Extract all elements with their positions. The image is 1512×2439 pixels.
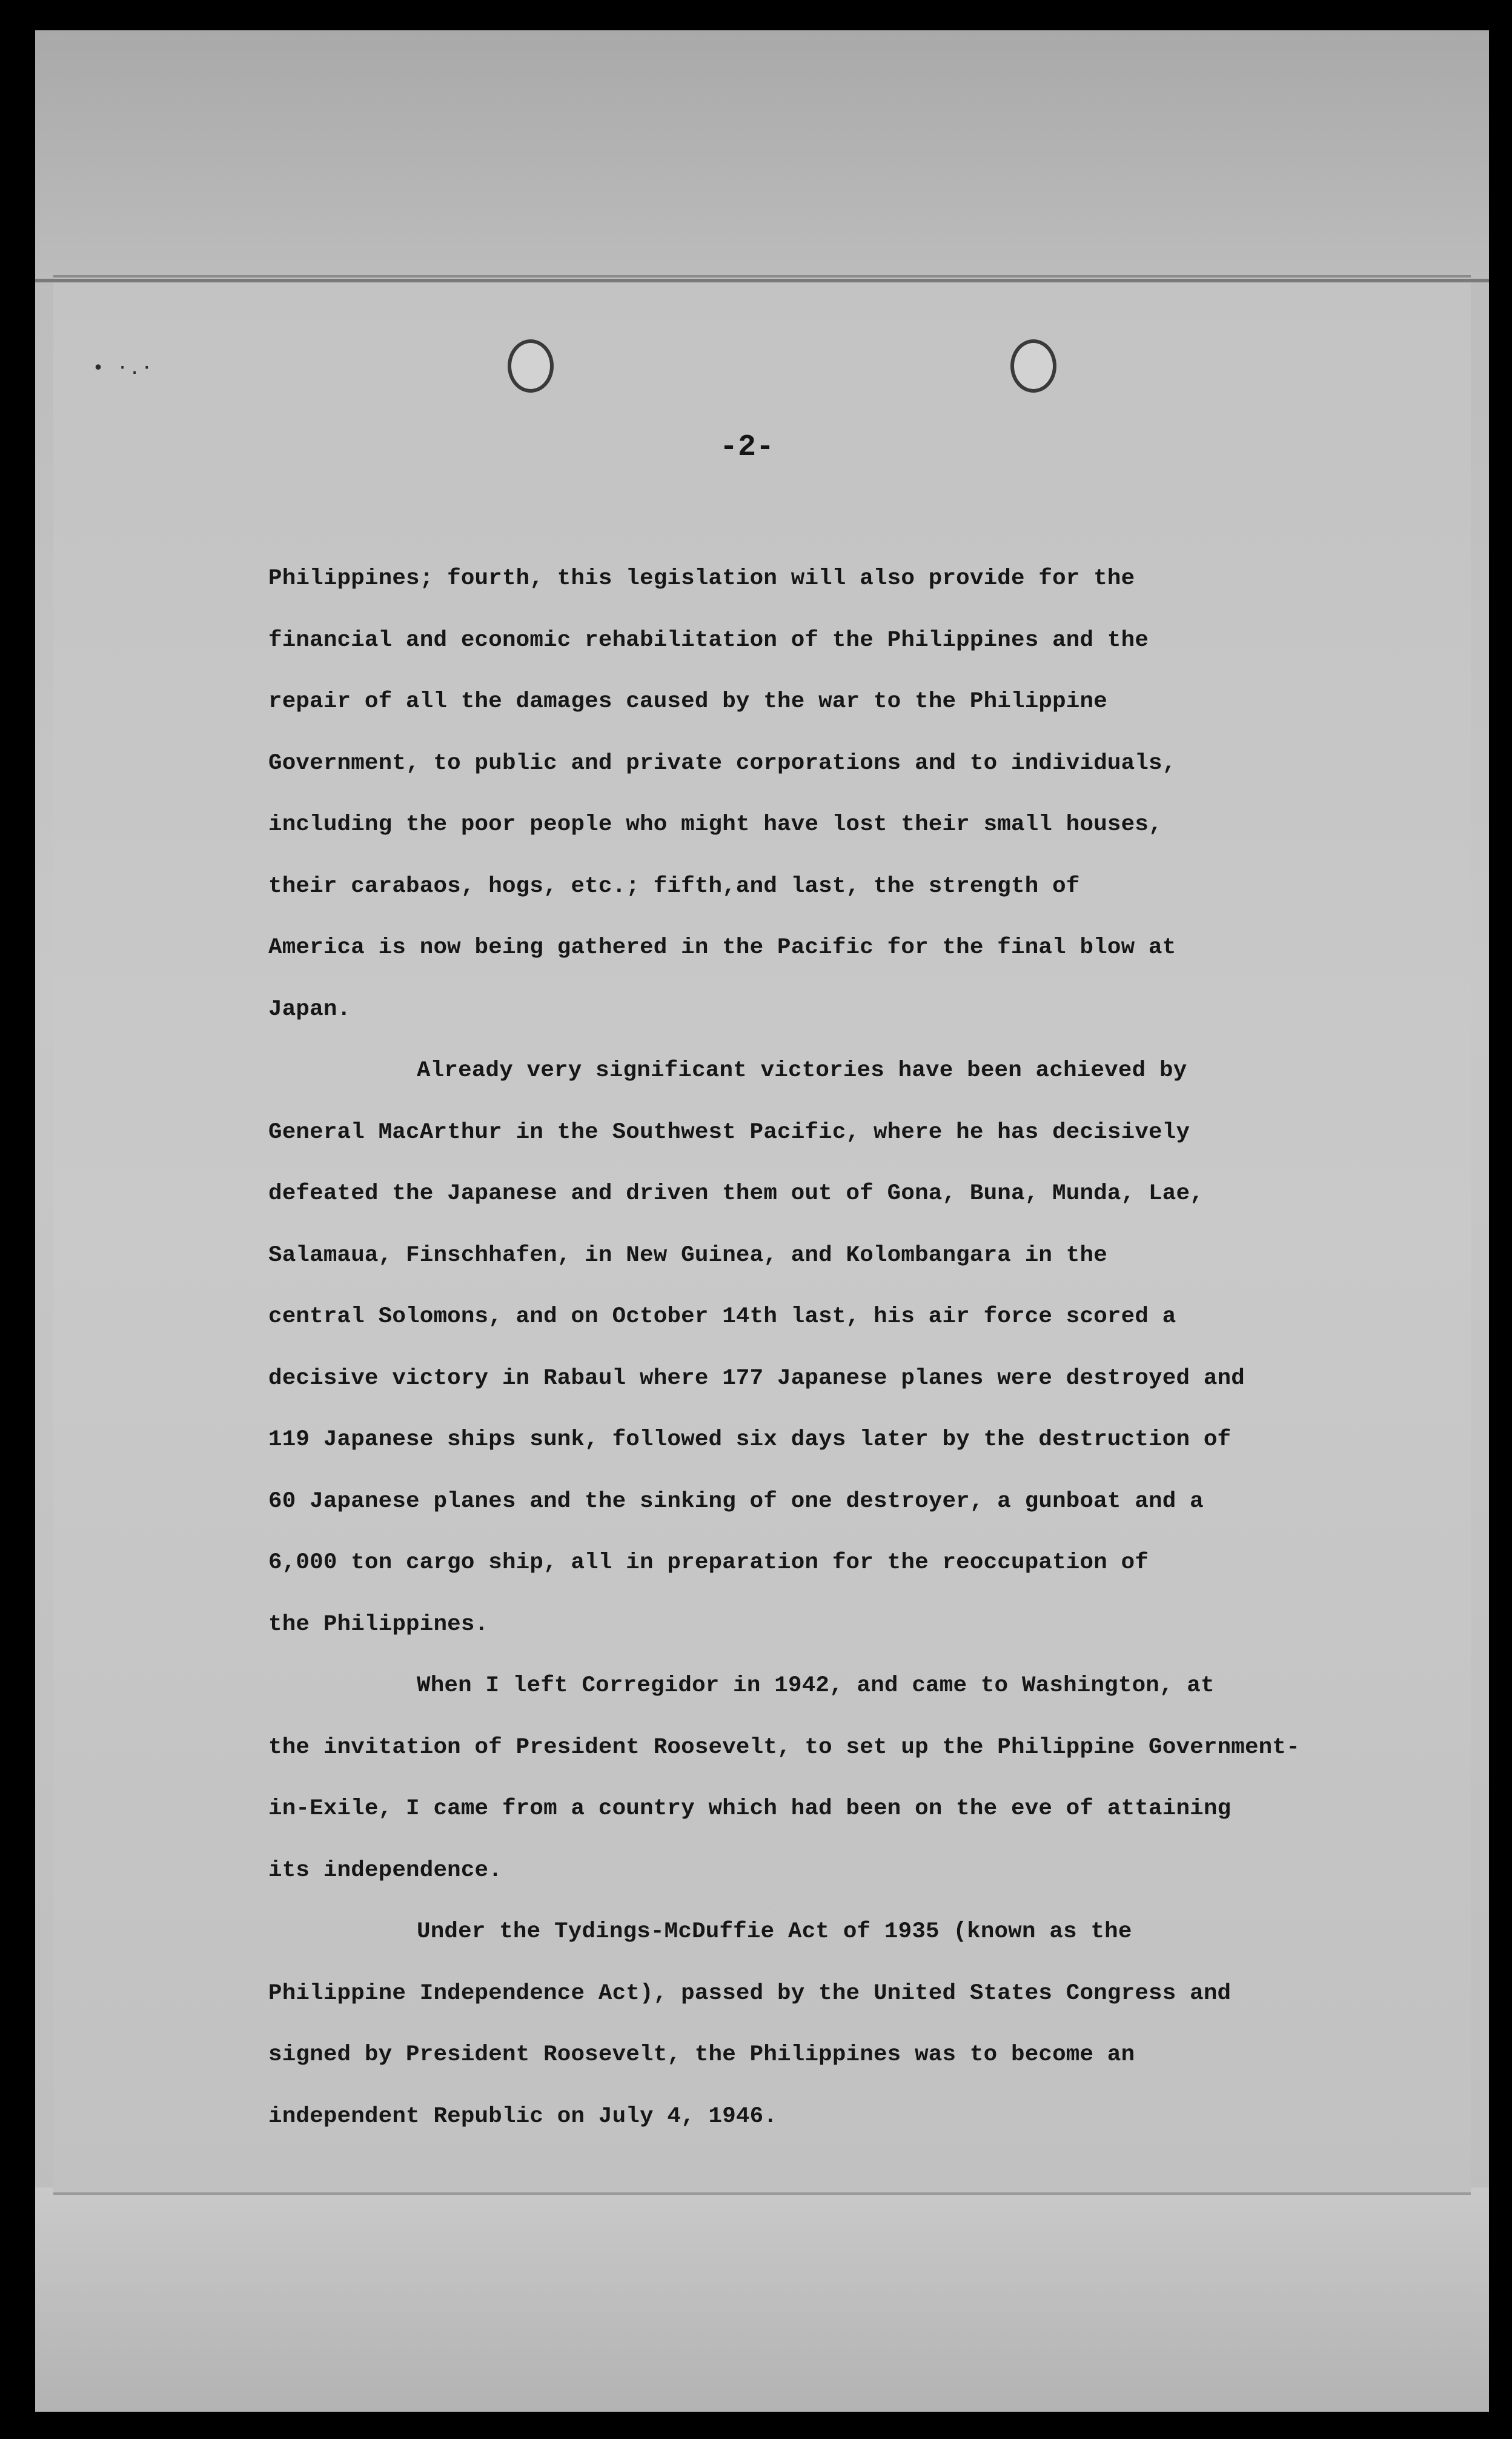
- text-line: independent Republic on July 4, 1946.: [268, 2103, 778, 2129]
- text-line: the Philippines.: [268, 1611, 489, 1637]
- text-line: Philippines; fourth, this legislation will also provide for the: [268, 566, 1135, 591]
- text-line: the invitation of President Roosevelt, to set up the Philippine Government-: [268, 1734, 1300, 1760]
- paragraph-4: [268, 1902, 1456, 2148]
- scanned-document: [35, 30, 1489, 2412]
- text-line: their carabaos, hogs, etc.; fifth,and last, the strength of: [268, 873, 1080, 899]
- text-line: Japan.: [268, 996, 351, 1022]
- text-line: financial and economic rehabilitation of the Philippines and the: [268, 627, 1149, 653]
- paragraph-2: [268, 1040, 1456, 1655]
- punch-hole-left: [508, 339, 554, 393]
- text-line: signed by President Roosevelt, the Philippines was to become an: [268, 2042, 1135, 2068]
- text-line: America is now being gathered in the Pacific for the final blow at: [268, 935, 1176, 960]
- text-line: including the poor people who might have lost their small houses,: [268, 812, 1162, 837]
- text-line: decisive victory in Rabaul where 177 Japanese planes were destroyed and: [268, 1365, 1245, 1391]
- text-line: defeated the Japanese and driven them out of Gona, Buna, Munda, Lae,: [268, 1181, 1204, 1206]
- text-line: central Solomons, and on October 14th last, his air force scored a: [268, 1304, 1176, 1329]
- text-line: Government, to public and private corporations and to individuals,: [268, 750, 1176, 776]
- page-edge: [35, 279, 1489, 282]
- text-line: 60 Japanese planes and the sinking of one destroyer, a gunboat and a: [268, 1488, 1204, 1514]
- text-line: When I left Corregidor in 1942, and came to Washington, at: [417, 1673, 1215, 1699]
- text-line: 6,000 ton cargo ship, all in preparation for the reoccupation of: [268, 1550, 1149, 1576]
- punch-hole-right: [1010, 339, 1056, 393]
- text-line: in-Exile, I came from a country which had been on the eve of attaining: [268, 1796, 1232, 1822]
- text-line: Under the Tydings-McDuffie Act of 1935 (known as the: [417, 1919, 1132, 1945]
- page-number: -2-: [720, 430, 775, 465]
- text-line: Salamaua, Finschhafen, in New Guinea, and Kolombangara in the: [268, 1242, 1107, 1268]
- text-line: General MacArthur in the Southwest Pacific, where he has decisively: [268, 1119, 1190, 1145]
- paragraph-3: [268, 1655, 1456, 1902]
- body-text: [268, 548, 1456, 2148]
- text-line: repair of all the damages caused by the war to the Philippine: [268, 689, 1107, 714]
- margin-mark: • ·.·: [93, 358, 154, 379]
- backing-sheet-top: [35, 30, 1489, 279]
- text-line: its independence.: [268, 1857, 502, 1883]
- text-line: Already very significant victories have been achieved by: [417, 1058, 1187, 1083]
- paragraph-1: [268, 548, 1456, 1040]
- text-line: 119 Japanese ships sunk, followed six days later by the destruction of: [268, 1427, 1232, 1452]
- text-line: Philippine Independence Act), passed by the United States Congress and: [268, 1980, 1232, 2006]
- backing-sheet-bottom: [35, 2188, 1489, 2412]
